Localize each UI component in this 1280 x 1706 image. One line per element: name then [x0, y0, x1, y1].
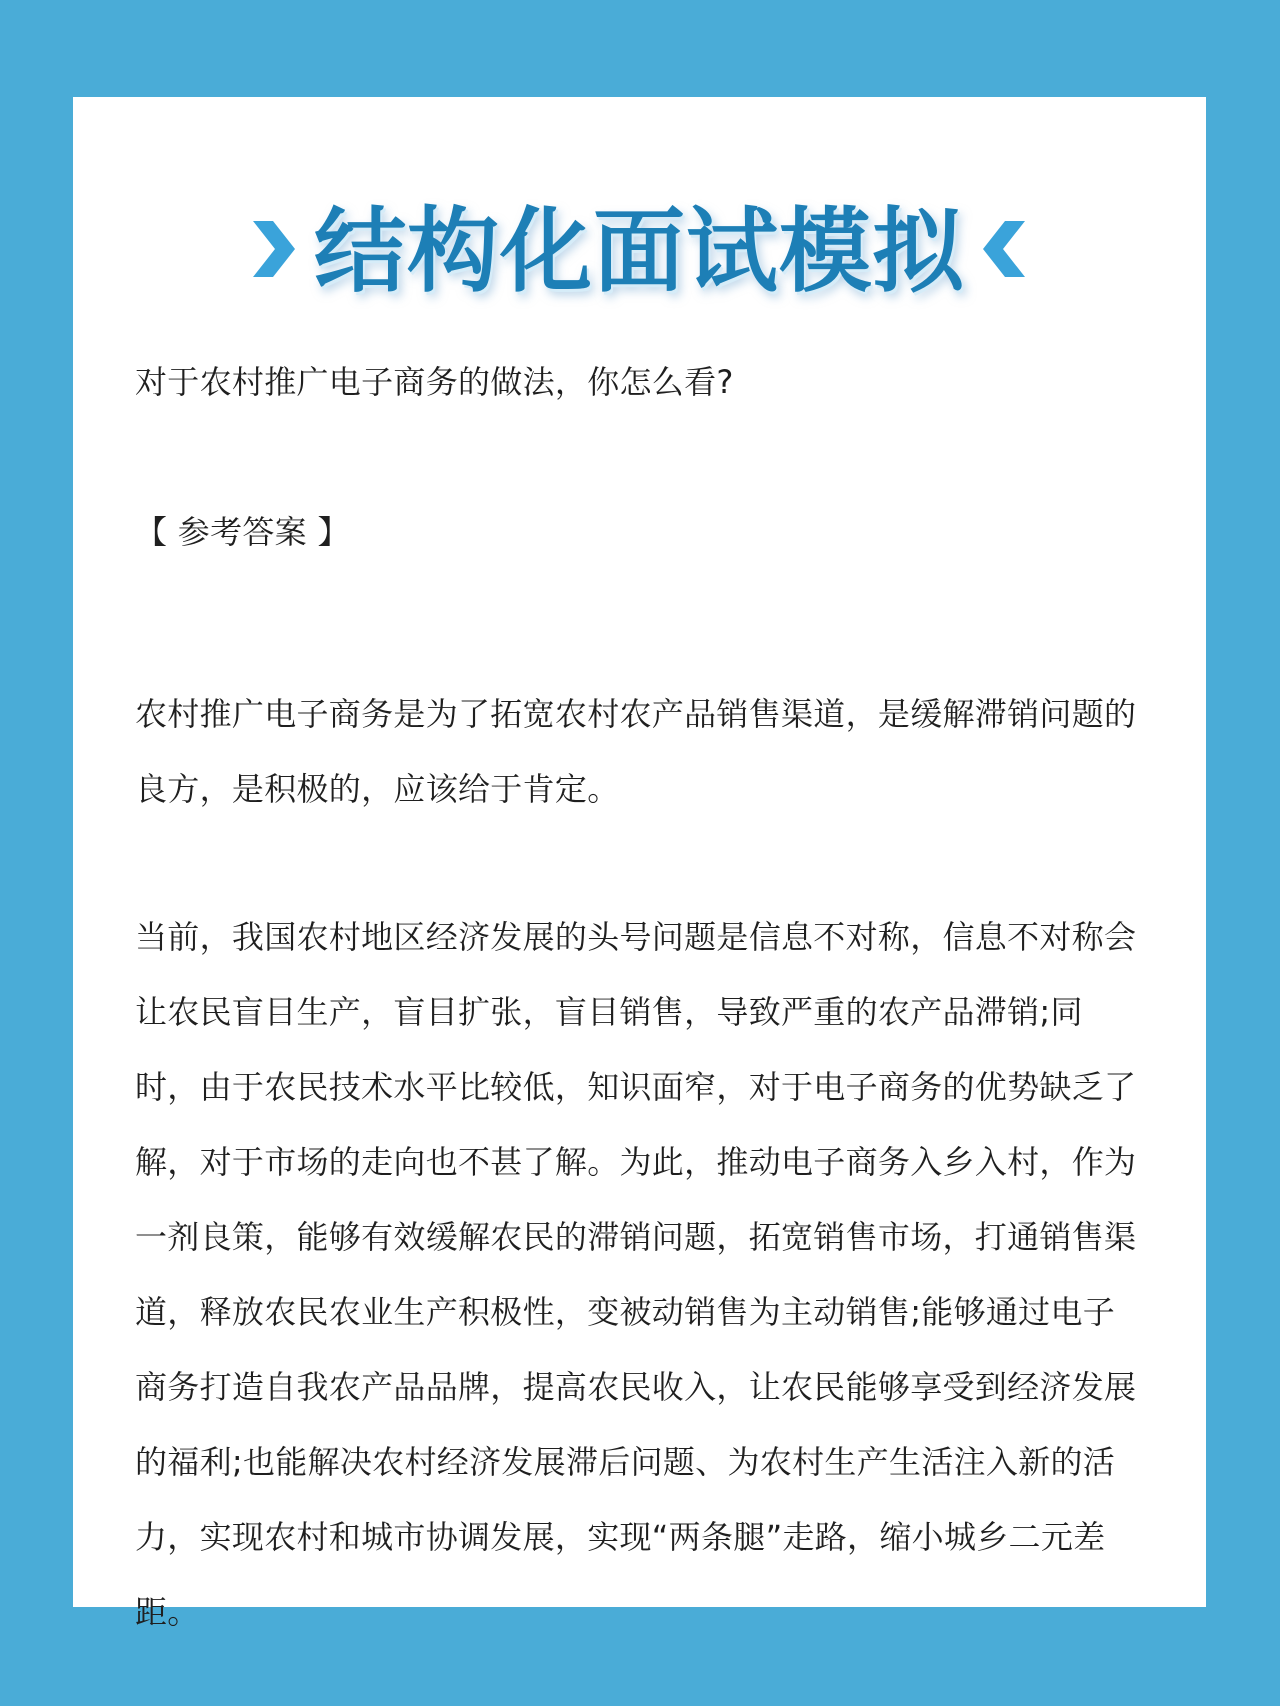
answer-paragraph-1: 农村推广电子商务是为了拓宽农村农产品销售渠道，是缓解滞销问题的良方，是积极的，应该给于肯定。: [135, 695, 1137, 808]
page-title: 结构化面试模拟: [313, 198, 965, 305]
chevron-left-icon: [975, 209, 1035, 289]
content-card: [73, 97, 1206, 1631]
answer-paragraph-2: 当前，我国农村地区经济发展的头号问题是信息不对称，信息不对称会让农民盲目生产，盲目扩张，盲目销售，导致严重的农产品滞销;同时，由于农民技术水平比较低，知识面窄，对于电子商务的优势缺乏了解，对于市场的走向也不甚了解。为此，推动电子商务入乡入村，作为一剂良策，能够有效缓解农民的滞销问题，拓宽销售市场，打通销售渠道，释放农民农业生产积极性，变被动销售为主动销售;能够通过电子商务打造自我农产品品牌，提高农民收入，让农民能够享受到经济发展的福利;也能解决农村经济发展滞后问题、为农村生产生活注入新的活力，实现农村和城市协调发展，实现“两条腿”走路，缩小城乡二元差距。: [135, 918, 1137, 1631]
reference-answer-label: 【 参考答案 】: [135, 513, 350, 551]
question-text: 对于农村推广电子商务的做法，你怎么看?: [135, 363, 734, 401]
